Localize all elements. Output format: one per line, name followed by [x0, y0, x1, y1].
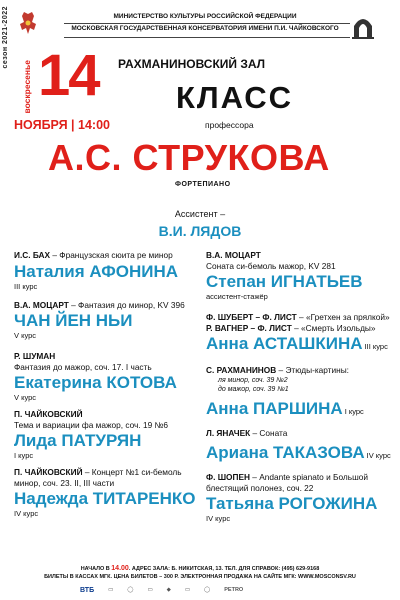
student-year: I курс	[14, 451, 34, 460]
conservatory-title: МОСКОВСКАЯ ГОСУДАРСТВЕННАЯ КОНСЕРВАТОРИЯ ИМЕНИ П.И. ЧАЙКОВСКОГО	[71, 25, 339, 32]
student-name: Анна АСТАШКИНА III курс	[206, 334, 388, 353]
work-composer: Р. ШУМАН	[14, 351, 56, 361]
work-title: Ф. ШОПЕН – Andante spianato и Большой блестящий полонез, соч. 22	[206, 472, 368, 493]
sponsor-logo-icon: ◯	[204, 587, 211, 593]
ministry-title: МИНИСТЕРСТВО КУЛЬТУРЫ РОССИЙСКОЙ ФЕДЕРАЦИИ	[113, 13, 297, 20]
student-year: IV курс	[206, 514, 231, 523]
hall-name: РАХМАНИНОВСКИЙ ЗАЛ	[118, 57, 266, 71]
student-year: V курс	[14, 331, 37, 340]
footer-tickets: БИЛЕТЫ В КАССАХ МГК. ЦЕНА БИЛЕТОВ – 300 Р. ЭЛЕКТРОННАЯ ПРОДАЖА НА САЙТЕ МГК: WWW.MOSCONSV.RU	[44, 574, 356, 580]
event-day: 14	[38, 43, 99, 108]
conservatory-logo-icon	[350, 10, 376, 40]
event-weekday: воскресенье	[22, 60, 32, 114]
student-name: Надежда ТИТАРЕНКО	[14, 489, 196, 508]
work-title: Л. ЯНАЧЕК – Соната	[206, 427, 288, 438]
sponsor-logo-icon: ▭	[147, 587, 153, 593]
work-title: В.А. МОЦАРТ – Фантазия до минор, KV 396	[14, 299, 185, 310]
student-name: ЧАН ЙЕН НЬИ	[14, 311, 133, 330]
work-title: Соната си-бемоль мажор, KV 281	[206, 260, 336, 271]
student-name: Татьяна РОГОЖИНА	[206, 494, 378, 513]
work-subtitle: ля минор, соч. 39 №2	[218, 376, 288, 384]
work-title: И.С. БАХ – Французская сюита ре минор	[14, 250, 173, 260]
header-divider	[64, 37, 350, 38]
student-name: Анна ПАРШИНА I курс	[206, 398, 364, 418]
work-composer: В.А. МОЦАРТ	[206, 250, 261, 260]
student-year: IV курс	[14, 509, 39, 518]
sponsor-logos	[80, 585, 380, 595]
season-label: сезон 2021-2022	[2, 6, 9, 69]
assistant-name: В.И. ЛЯДОВ	[158, 223, 242, 239]
student-year: I курс	[344, 406, 364, 416]
sponsor-logo-icon: ◆	[166, 587, 171, 593]
sponsor-logo-icon: ▭	[108, 587, 114, 593]
student-year: V курс	[14, 393, 37, 402]
work-title: Тема и вариации фа мажор, соч. 19 №6	[14, 419, 169, 430]
program-left-column	[14, 250, 200, 521]
work-title: Ф. ШУБЕРТ – Ф. ЛИСТ – «Гретхен за прялкой»	[206, 312, 390, 322]
student-year: III курс	[364, 342, 388, 351]
work-title: П. ЧАЙКОВСКИЙ – Концерт №1 си-бемоль минор, соч. 23. II, III части	[14, 467, 182, 488]
work-title: Фантазия до мажор, соч. 17. I часть	[14, 361, 152, 372]
professor-label: профессора	[205, 120, 254, 130]
program-entry	[14, 409, 200, 461]
event-title: КЛАСС	[176, 80, 294, 115]
student-name: Степан ИГНАТЬЕВ	[206, 272, 363, 291]
student-year: IV курс	[366, 451, 391, 460]
work-subtitle: до мажор, соч. 39 №1	[218, 385, 289, 393]
assistant-label: Ассистент –	[174, 209, 226, 219]
student-name: Ариана ТАКАЗОВА IV курс	[206, 443, 391, 462]
footer-info: НАЧАЛО В 14.00. АДРЕС ЗАЛА: Б. НИКИТСКАЯ, 13. ТЕЛ. ДЛЯ СПРАВОК: (495) 629-9168	[80, 565, 320, 572]
program-entry	[14, 250, 200, 292]
student-year: III курс	[14, 281, 38, 291]
work-title: Р. ВАГНЕР – Ф. ЛИСТ – «Смерть Изольды»	[206, 322, 376, 333]
work-title: С. РАХМАНИНОВ – Этюды-картины:	[206, 365, 349, 375]
program-right-column	[206, 250, 392, 526]
program-entry	[206, 250, 392, 302]
program-entry	[206, 312, 392, 357]
program-entry	[14, 467, 200, 519]
instrument-label: ФОРТЕПИАНО	[175, 181, 231, 188]
sponsor-logo-icon: ▭	[184, 587, 191, 593]
sponsor-logo: ВТБ	[80, 586, 95, 594]
program-entry	[14, 300, 200, 342]
sponsor-logo: PETRO	[224, 587, 244, 593]
student-name: Лида ПАТУРЯН	[14, 431, 142, 450]
event-date-time: НОЯБРЯ | 14:00	[14, 118, 110, 132]
program-entry	[206, 472, 392, 524]
ministry-emblem-icon	[20, 10, 58, 42]
sponsor-logo-icon: ◯	[127, 587, 134, 593]
student-year: ассистент-стажёр	[206, 292, 268, 301]
program-entry	[206, 428, 392, 467]
header-divider	[64, 23, 350, 24]
program-entry	[206, 365, 392, 422]
program-entry	[14, 351, 200, 403]
work-composer: П. ЧАЙКОВСКИЙ	[14, 409, 83, 419]
teacher-name: А.С. СТРУКОВА	[48, 137, 330, 178]
student-name: Екатерина КОТОВА	[14, 373, 177, 392]
student-name: Наталия АФОНИНА	[14, 261, 179, 281]
